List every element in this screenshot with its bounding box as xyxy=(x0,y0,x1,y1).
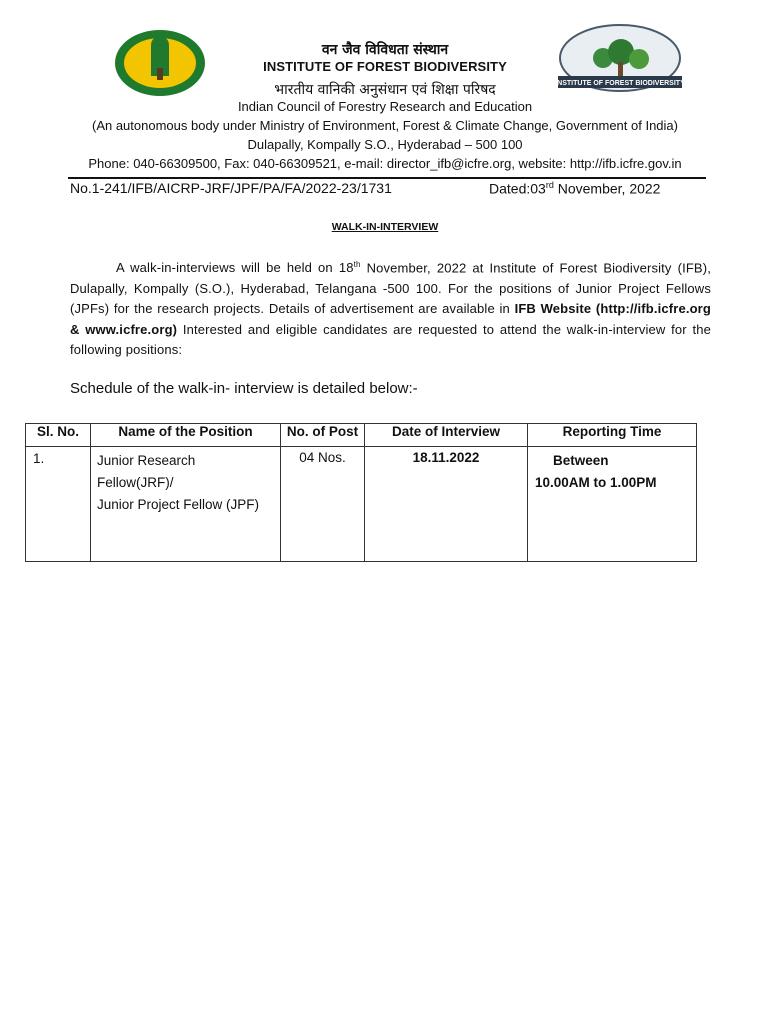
notice-body: A walk-in-interviews will be held on 18th November, 2022 at Institute of Forest Biodiversity (IFB), Dulapally, Kompally (S.O.), Hyderabad, Telangana -500 100. For the positions of Junior Project Fellows (JPFs) for the research projects. Details of advertisement are available in IFB Website (http://ifb.icfre.org & www.icfre.org) Interested and eligible candidates are requested to attend the walk-in-interview for the following positions: xyxy=(70,260,711,358)
notice-title: WALK-IN-INTERVIEW xyxy=(331,221,439,233)
document-date: Dated:03rd November, 2022 xyxy=(489,180,661,197)
cell-sl-no: 1. xyxy=(26,447,91,562)
header-date: Date of Interview xyxy=(365,424,528,447)
cell-position: Junior Research Fellow(JRF)/ Junior Project Fellow (JPF) xyxy=(91,447,281,562)
header-divider xyxy=(68,177,706,179)
reference-number: No.1-241/IFB/AICRP-JRF/JPF/PA/FA/2022-23/1731 xyxy=(70,180,392,196)
table-row xyxy=(26,447,697,562)
header-position: Name of the Position xyxy=(91,424,281,447)
header-reporting-time: Reporting Time xyxy=(528,424,697,447)
council-name: Indian Council of Forestry Research and Education xyxy=(237,99,533,114)
hindi-council-name: भारतीय वानिकी अनुसंधान एवं शिक्षा परिषद xyxy=(274,82,496,98)
ifb-logo-banner-text: INSTITUTE OF FOREST BIODIVERSITY xyxy=(555,80,685,87)
cell-date: 18.11.2022 xyxy=(365,447,528,562)
cell-reporting-time: Between 10.00AM to 1.00PM xyxy=(528,447,697,562)
header-sl-no: Sl. No. xyxy=(26,424,91,447)
address-line: Dulapally, Kompally S.O., Hyderabad – 500 100 xyxy=(247,137,523,152)
contact-line: Phone: 040-66309500, Fax: 040-66309521, e-mail: director_ifb@icfre.org, website: http://ifb.icfre.gov.in xyxy=(88,156,682,171)
autonomous-body-line: (An autonomous body under Ministry of Environment, Forest & Climate Change, Government of India) xyxy=(91,118,678,133)
header-no-of-post: No. of Post xyxy=(281,424,365,447)
cell-no-of-post: 04 Nos. xyxy=(281,447,365,562)
interview-schedule-table xyxy=(25,423,697,562)
institute-name: INSTITUTE OF FOREST BIODIVERSITY xyxy=(263,59,507,74)
schedule-intro: Schedule of the walk-in- interview is detailed below:- xyxy=(70,380,418,397)
hindi-institute-title: वन जैव विविधता संस्थान xyxy=(321,42,449,58)
table-header-row xyxy=(26,424,697,447)
